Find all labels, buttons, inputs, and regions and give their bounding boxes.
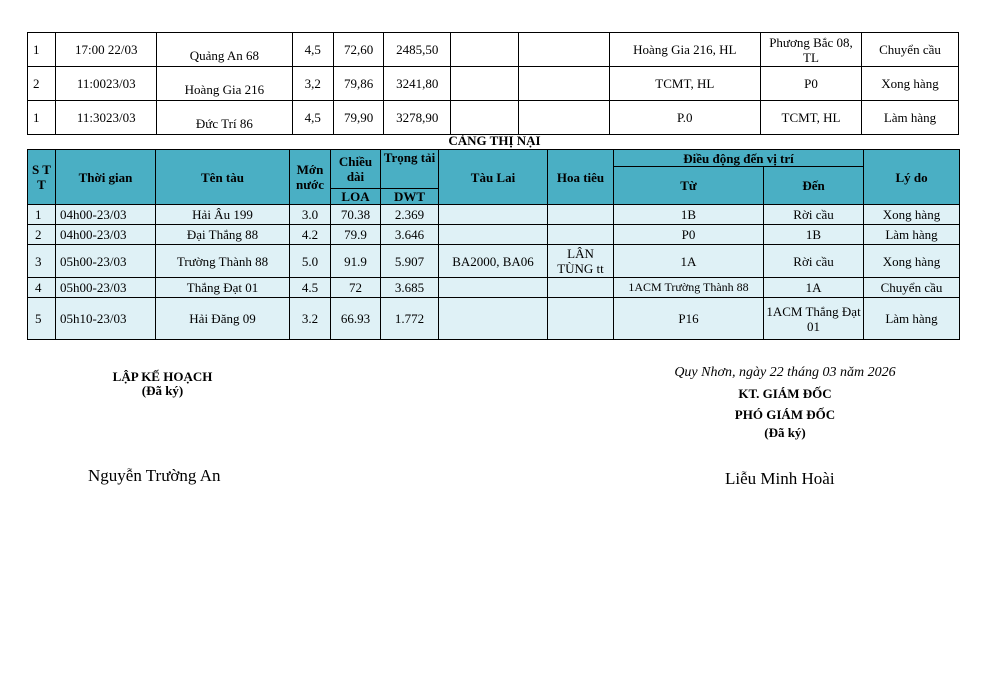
header-to: Đến	[764, 167, 864, 205]
cell-from: P16	[614, 298, 764, 340]
cell-dwt: 3.685	[381, 278, 439, 298]
header-dwt: DWT	[381, 189, 439, 205]
cell-to: 1B	[764, 225, 864, 245]
table-row	[28, 205, 960, 225]
header-loa: LOA	[331, 189, 381, 205]
table-row	[28, 245, 960, 278]
cell-dwt: 3.646	[381, 225, 439, 245]
director-signed: (Đã ký)	[764, 425, 806, 440]
cell-ship: Trường Thành 88	[156, 245, 290, 278]
table-row	[28, 33, 959, 67]
cell-time: 05h00-23/03	[56, 278, 156, 298]
cell-stt: 5	[28, 298, 56, 340]
cell-loa: 79.9	[331, 225, 381, 245]
cell-tug	[439, 278, 548, 298]
director-name: Liễu Minh Hoài	[725, 469, 835, 488]
cell-draft: 4,5	[292, 101, 333, 135]
section-title: CẢNG THỊ NẠI	[448, 133, 541, 148]
planner-signed: (Đã ký)	[141, 383, 184, 398]
cell-time: 04h00-23/03	[56, 205, 156, 225]
director-title: KT. GIÁM ĐỐC	[738, 386, 832, 401]
table-row	[28, 67, 959, 101]
cell-stt: 2	[28, 67, 56, 101]
cell-pilot	[548, 298, 614, 340]
cell-stt: 4	[28, 278, 56, 298]
cell-to: 1A	[764, 278, 864, 298]
cell-draft: 4,5	[292, 33, 333, 67]
cell-reason: Làm hàng	[861, 101, 958, 135]
cell-reason: Chuyển cầu	[861, 33, 958, 67]
thi-nai-port-table	[27, 149, 960, 340]
cell-reason: Xong hàng	[864, 205, 960, 225]
cell-tug	[451, 101, 519, 135]
cell-time: 11:0023/03	[56, 67, 157, 101]
cell-time: 17:00 22/03	[56, 33, 157, 67]
header-tug: Tàu Lai	[439, 150, 548, 205]
cell-ship: Đại Thắng 88	[156, 225, 290, 245]
cell-dwt: 5.907	[381, 245, 439, 278]
cell-to: P0	[761, 67, 862, 101]
cell-reason: Làm hàng	[864, 298, 960, 340]
header-draft: Mớn nước	[290, 150, 331, 205]
cell-loa: 79,86	[333, 67, 383, 101]
header-tonnage: Trọng tải	[381, 150, 439, 189]
cell-reason: Làm hàng	[864, 225, 960, 245]
table-row	[28, 225, 960, 245]
cell-to: Rời cầu	[764, 245, 864, 278]
header-move: Điều động đến vị trí	[614, 150, 864, 167]
cell-from: P.0	[609, 101, 760, 135]
cell-draft: 4.2	[290, 225, 331, 245]
cell-pilot	[548, 278, 614, 298]
cell-reason: Chuyển cầu	[864, 278, 960, 298]
planner-name: Nguyễn Trường An	[88, 466, 221, 485]
cell-ship: Quảng An 68	[157, 33, 292, 67]
cell-stt: 1	[28, 33, 56, 67]
cell-dwt: 3278,90	[384, 101, 451, 135]
cell-time: 05h10-23/03	[56, 298, 156, 340]
cell-to: 1ACM Thắng Đạt 01	[764, 298, 864, 340]
cell-tug	[451, 33, 519, 67]
cell-dwt: 2485,50	[384, 33, 451, 67]
cell-ship: Hải Đăng 09	[156, 298, 290, 340]
cell-tug: BA2000, BA06	[439, 245, 548, 278]
cell-stt: 1	[28, 205, 56, 225]
cell-draft: 3.2	[290, 298, 331, 340]
header-ship: Tên tàu	[156, 150, 290, 205]
header-pilot: Hoa tiêu	[548, 150, 614, 205]
cell-dwt: 3241,80	[384, 67, 451, 101]
cell-stt: 1	[28, 101, 56, 135]
cell-from: P0	[614, 225, 764, 245]
cell-draft: 3.0	[290, 205, 331, 225]
cell-draft: 3,2	[292, 67, 333, 101]
cell-pilot	[548, 225, 614, 245]
cell-loa: 91.9	[331, 245, 381, 278]
cell-loa: 72,60	[333, 33, 383, 67]
cell-to: TCMT, HL	[761, 101, 862, 135]
header-from: Từ	[614, 167, 764, 205]
cell-from: Hoàng Gia 216, HL	[609, 33, 760, 67]
date-line: Quy Nhơn, ngày 22 tháng 03 năm 2026	[674, 365, 896, 380]
cell-tug	[439, 298, 548, 340]
cell-stt: 3	[28, 245, 56, 278]
cell-pilot	[518, 33, 609, 67]
cell-loa: 72	[331, 278, 381, 298]
cell-draft: 5.0	[290, 245, 331, 278]
cell-from: 1B	[614, 205, 764, 225]
cell-tug	[439, 205, 548, 225]
cell-ship: Hải Âu 199	[156, 205, 290, 225]
table-row	[28, 278, 960, 298]
cell-to: Rời cầu	[764, 205, 864, 225]
cell-ship: Đức Trí 86	[157, 101, 292, 135]
cell-reason: Xong hàng	[864, 245, 960, 278]
table-row	[28, 101, 959, 135]
header-length: Chiều dài	[331, 150, 381, 189]
cell-to: Phương Bắc 08, TL	[761, 33, 862, 67]
header-reason: Lý do	[864, 150, 960, 205]
cell-time: 05h00-23/03	[56, 245, 156, 278]
cell-time: 04h00-23/03	[56, 225, 156, 245]
cell-dwt: 2.369	[381, 205, 439, 225]
right-signature-block	[640, 364, 930, 442]
cell-pilot	[518, 101, 609, 135]
cell-pilot	[548, 205, 614, 225]
cell-dwt: 1.772	[381, 298, 439, 340]
table-row	[28, 298, 960, 340]
cell-ship: Thắng Đạt 01	[156, 278, 290, 298]
cell-loa: 70.38	[331, 205, 381, 225]
cell-ship: Hoàng Gia 216	[157, 67, 292, 101]
planner-title: LẬP KẾ HOẠCH	[112, 369, 213, 384]
cell-from: 1ACM Trường Thành 88	[614, 278, 764, 298]
header-stt: S T T	[28, 150, 56, 205]
deputy-director-title: PHÓ GIÁM ĐỐC	[734, 407, 836, 422]
cell-from: TCMT, HL	[609, 67, 760, 101]
cell-reason: Xong hàng	[861, 67, 958, 101]
previous-port-table	[27, 32, 959, 135]
cell-loa: 66.93	[331, 298, 381, 340]
cell-draft: 4.5	[290, 278, 331, 298]
cell-from: 1A	[614, 245, 764, 278]
cell-time: 11:3023/03	[56, 101, 157, 135]
left-signature-block	[95, 368, 230, 400]
header-time: Thời gian	[56, 150, 156, 205]
cell-pilot: LÂN TÙNG tt	[548, 245, 614, 278]
cell-tug	[451, 67, 519, 101]
cell-stt: 2	[28, 225, 56, 245]
cell-tug	[439, 225, 548, 245]
cell-pilot	[518, 67, 609, 101]
cell-loa: 79,90	[333, 101, 383, 135]
